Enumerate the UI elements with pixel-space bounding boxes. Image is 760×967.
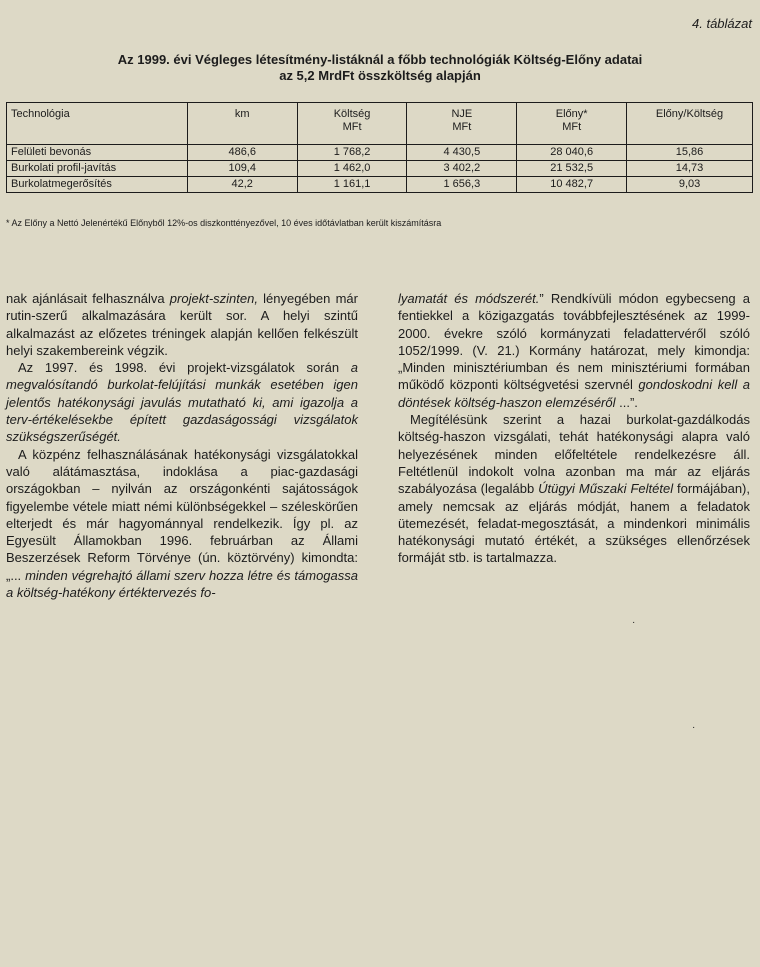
- cell-koltseg: 1 161,1: [297, 177, 407, 193]
- table-header-row: [7, 103, 753, 145]
- paragraph: A közpénz felhasználásának hatékonysági vizsgálatokkal való alátámasztása, indoklása a piac-gazdasági országokban – nyilván az országonkénti sajátosságok figyelembe vétele miatt némi különbségekkel – széleskörűen elterjedt és már hagyománnyal rendelkezik. Így pl. az Egyesült Államokban 1996. februárban az Állami Beszerzések Reform Törvénye (ún. köztörvény) kimondta: „... minden végrehajtó állami szerv hozza létre és támogassa a költség-hatékony értéktervezés fo-: [6, 446, 358, 601]
- cell-technologia: Burkolatmegerősítés: [7, 177, 188, 193]
- cell-nje: 1 656,3: [407, 177, 517, 193]
- cell-technologia: Burkolati profil-javítás: [7, 161, 188, 177]
- right-column: [398, 290, 750, 567]
- table-title-line-1: Az 1999. évi Végleges létesítmény-listáknál a főbb technológiák Költség-Előny adatai: [117, 52, 643, 67]
- table-row: [7, 177, 753, 193]
- cell-km: 486,6: [187, 145, 297, 161]
- cell-elony-koltseg: 14,73: [627, 161, 753, 177]
- header-km: km: [187, 103, 297, 145]
- header-elony: Előny* MFt: [517, 103, 627, 145]
- cell-nje: 3 402,2: [407, 161, 517, 177]
- scan-speck: ·: [692, 722, 696, 733]
- table-footnote: * Az Előny a Nettó Jelenértékű Előnyből 12%-os diszkonttényezővel, 10 éves időtávlatban került kiszámításra: [6, 218, 442, 228]
- cell-elony: 21 532,5: [517, 161, 627, 177]
- paragraph: Megítélésünk szerint a hazai burkolat-gazdálkodás költség-haszon vizsgálati, tehát hatékonysági alapra való helyezésének minden előfeltétele rendelkezésre áll. Feltétlenül indokolt volna azonban ma már az eljárás szabályozása (legalább Útügyi Műszaki Feltétel formájában), amely nemcsak az eljárás módját, hanem a feladatok ütemezését, feladat-megosztását, a mindenkori minimális hatékonysági mutató értékét, a szükséges ellenőrzések formáját stb. is tartalmazza.: [398, 412, 750, 566]
- cell-elony-koltseg: 15,86: [627, 145, 753, 161]
- header-nje: NJE MFt: [407, 103, 517, 145]
- cell-koltseg: 1 462,0: [297, 161, 407, 177]
- header-technologia: Technológia: [7, 103, 188, 145]
- header-elony-koltseg: Előny/Költség: [627, 103, 753, 145]
- cell-elony-koltseg: 9,03: [627, 177, 753, 193]
- table-title: [40, 52, 720, 84]
- cell-koltseg: 1 768,2: [297, 145, 407, 161]
- cell-elony: 10 482,7: [517, 177, 627, 193]
- table-title-line-2: az 5,2 MrdFt összköltség alapján: [279, 68, 481, 83]
- cell-elony: 28 040,6: [517, 145, 627, 161]
- table-number: 4. táblázat: [692, 16, 752, 31]
- cell-nje: 4 430,5: [407, 145, 517, 161]
- paragraph: nak ajánlásait felhasználva projekt-szinten, lényegében már rutin-szerű alkalmazására került sor. A helyi szintű alkalmazást az előzetes tréningek alapján kellően felkészült helyi szakembereink végzik.: [6, 291, 358, 358]
- data-table: [6, 102, 753, 193]
- cell-technologia: Felületi bevonás: [7, 145, 188, 161]
- scan-speck: ·: [632, 617, 636, 628]
- cell-km: 109,4: [187, 161, 297, 177]
- table-row: [7, 145, 753, 161]
- header-koltseg: Költség MFt: [297, 103, 407, 145]
- paragraph: Az 1997. és 1998. évi projekt-vizsgálatok során a megvalósítandó burkolat-felújítási munkák esetében igen jelentős hatékonysági javulás mutatható ki, ami igazolja a terv-értékelésekbe épített gazdaságossági vizsgálatok szükségszerűségét.: [6, 360, 358, 445]
- left-column: [6, 290, 358, 601]
- paragraph: lyamatát és módszerét.” Rendkívüli módon egybecseng a fentiekkel a közigazgatás továbbfejlesztésének az 1999-2000. évekre szóló kormányzati feladattervéről szóló 1052/1999. (V. 21.) Kormány határozat, mely kimondja: „Minden minisztériumban és nem minisztériumi formában működő központi költségvetési szervnél gondoskodni kell a döntések költség-haszon elemzéséről ...”.: [398, 291, 750, 410]
- cell-km: 42,2: [187, 177, 297, 193]
- table-row: [7, 161, 753, 177]
